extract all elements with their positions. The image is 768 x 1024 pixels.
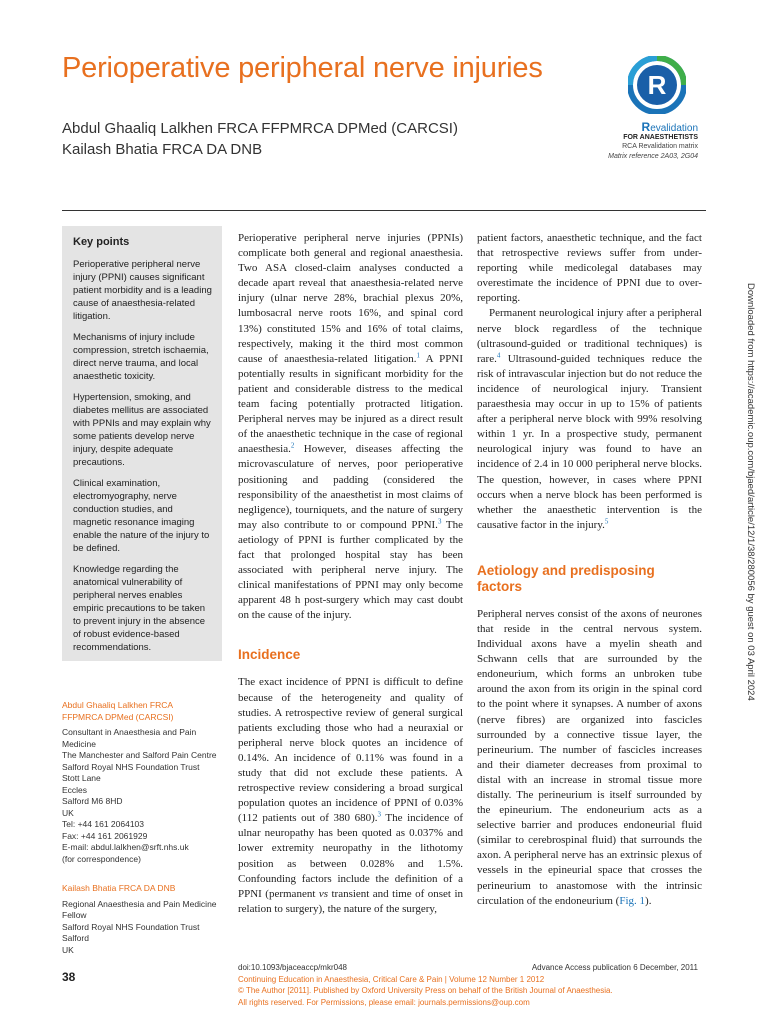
author-affiliations bbox=[62, 700, 232, 956]
key-point: Knowledge regarding the anatomical vulnerability of peripheral nerves enables empiric precautions to be taken to prevent injury in the absence of robust evidence-based recommendations. bbox=[73, 564, 206, 653]
page-footer bbox=[238, 962, 698, 1008]
page-number: 38 bbox=[62, 970, 76, 984]
reference-link[interactable]: 4 bbox=[496, 351, 501, 360]
body-paragraph: Permanent neurological injury after a peripheral nerve block regardless of the technique (ultrasound-guided or traditional techniques) is rare.$^4$ Ultrasound-guided techniques reduce the risk of intravascular injection but do not reduce the incidence of neurological injury. Transient paraesthesia may occur in up to 15% of patients after a peripheral nerve block with 99% resolving within 1 yr. In a prospective study, permanent neurological injury was found to have an incidence of 2.4 in 10 000 peripheral nerve blocks. The question, however, in cases where PPNI occurs when a nerve block has been performed is whether the anaesthetic intervention is the causative factor in the injury.$^5$ bbox=[477, 307, 702, 531]
doi[interactable]: doi:10.1093/bjaceaccp/mkr048 bbox=[238, 963, 347, 972]
body-paragraph: patient factors, anaesthetic technique, and the fact that retrospective reviews suffer from under-reporting while medicolegal databases may overestimate the incidence of PPNI due to over-reporting. bbox=[477, 232, 702, 305]
affiliation-name: Abdul Ghaaliq Lalkhen FRCA FFPMRCA DPMed (CARCSI) bbox=[62, 700, 174, 722]
article-title: Perioperative peripheral nerve injuries bbox=[62, 52, 543, 84]
revalidation-sub: FOR ANAESTHETISTS bbox=[623, 134, 698, 141]
correspondence-email[interactable]: E-mail: abdul.lalkhen@srft.nhs.uk bbox=[62, 842, 189, 852]
reference-link[interactable]: 3 bbox=[377, 810, 382, 819]
revalidation-letter: R bbox=[647, 70, 667, 100]
author-list bbox=[62, 118, 458, 160]
figure-link[interactable]: Fig. 1 bbox=[619, 894, 646, 907]
key-point: Hypertension, smoking, and diabetes mellitus are associated with PPNIs and may explain why some patients develop nerve injury, despite adequate precautions. bbox=[73, 392, 211, 468]
body-column-1 bbox=[238, 231, 463, 917]
affiliation-name: Kailash Bhatia FRCA DA DNB bbox=[62, 883, 176, 893]
copyright: © The Author [2011]. Published by Oxford University Press on behalf of the British Journal of Anaesthesia. bbox=[238, 986, 613, 995]
body-column-2 bbox=[477, 231, 702, 909]
journal-info: Continuing Education in Anaesthesia, Critical Care & Pain | Volume 12 Number 1 2012 bbox=[238, 974, 545, 984]
key-point: Mechanisms of injury include compression, stretch ischaemia, direct nerve trauma, and local anaesthetic toxicity. bbox=[73, 332, 209, 382]
key-point: Clinical examination, electromyography, nerve conduction studies, and magnetic resonance imaging enable the nature of the injury to be defined. bbox=[73, 478, 210, 554]
body-paragraph: Peripheral nerves consist of the axons of neurones that reside in the central nervous system. Individual axons have a myelin sheath and Schwann cells that are surrounded by the endoneurium, which forms an unbroken tube around the axon from its origin in the spinal cord to the point where it synapses. A number of axons (nerve fibres) are organized into fascicles surrounded by a connective tissue layer, the perineurium. The number of fascicles increases and their diameter decreases from proximal to distal with an increase in stromal tissue more distally. The perineurium is itself surrounded by the epineurium. The endoneurium acts as a selective barrier and produces endoneurial fluid (similar to cerebrospinal fluid) that surrounds the axon. A peripheral nerve has an extrinsic plexus of vessels in the epineurial space that crosses the perineurium to anastomose with the intrinsic circulation of the endoneurium (Fig. 1). bbox=[477, 607, 702, 907]
section-heading-aetiology: Aetiology and predisposing factors bbox=[477, 562, 655, 594]
header-divider bbox=[62, 210, 706, 211]
revalidation-matrix: RCA Revalidation matrix Matrix reference 2A03, 2G04 bbox=[608, 143, 698, 160]
reference-link[interactable]: 3 bbox=[437, 517, 442, 526]
body-paragraph: The exact incidence of PPNI is difficult to define because of the heterogeneity and quality of studies. A retrospective review of general surgical patients excluding those who had a neuraxial or peripheral nerve block quotes an incidence of 0.14%. An incidence of 0.11% was found in a study that did not exclude these patients. A retrospective review considering a broad surgical population quotes an incidence of PPNI of 0.03% (112 patients out of 380 680).$^3$ The incidence of ulnar neuropathy has been quoted as 0.037% and lower extremity neuropathy in the lithotomy position as between 0.028% and 1.5%. Confounding factors include the definition of a PPNI (permanent vs transient and time of onset in relation to surgery), the nature of the surgery, bbox=[238, 676, 463, 915]
revalidation-brand: Revalidation bbox=[641, 120, 698, 134]
body-paragraph: Perioperative peripheral nerve injuries (PPNIs) complicate both general and regional anaesthesia. Two ASA closed-claim analyses conducted a decade apart reveal that anaesthesia-related nerve injury (ulnar nerve 28%, brachial plexus 20%, lumbosacral nerve roots 16%, and spinal cord 13%) constituted 15% and 16% of total claims, respectively, making it the third most common cause of anaesthesia-related litigation.$^1$ A PPNI potentially results in significant morbidity for the patient and considerable distress to the medical team facing potentially protracted litigation. Peripheral nerves may be injured as a direct result of the anaesthetic technique in the case of regional anaesthesia.$^2$ However, diseases affecting the microvasculature of nerves, poor perioperative positioning and padding (considered the responsibility of the anaesthetist in most claims of negligence), tourniquets, and the nature of surgery may also contribute to or compound PPNI.$^3$ The aetiology of PPNI is further complicated by the fact that prolonged hospital stay has been associated with peripheral nerve injury. The clinical manifestations of PPNI may only become apparent 48 h post-surgery which may cast doubt on the cause of the injury. bbox=[238, 232, 464, 622]
reference-link[interactable]: 5 bbox=[604, 517, 609, 526]
download-notice: Downloaded from https://academic.oup.com/bjaed/article/12/1/38/280056 by guest on 03 April 2024 bbox=[745, 283, 756, 701]
revalidation-logo-icon bbox=[628, 56, 686, 114]
key-points-box bbox=[62, 226, 222, 661]
advance-access: Advance Access publication 6 December, 2011 bbox=[531, 963, 698, 972]
affiliation-address: Consultant in Anaesthesia and Pain Medicine The Manchester and Salford Pain Centre Salford Royal NHS Foundation Trust Stott Lane Eccles Salford M6 8HD UK Tel: +44 161 2064103 Fax: +44 161 2061929 E-mail: abdul.lalkhen@srft.nhs.uk (for correspondence) bbox=[62, 727, 232, 865]
key-points-heading: Key points bbox=[73, 236, 130, 248]
section-heading-incidence: Incidence bbox=[238, 647, 301, 663]
permissions: All rights reserved. For Permissions, please email: journals.permissions@oup.com bbox=[238, 997, 530, 1007]
reference-link[interactable]: 1 bbox=[416, 351, 420, 360]
author-1: Abdul Ghaaliq Lalkhen FRCA FFPMRCA DPMed (CARCSI) bbox=[62, 120, 458, 137]
author-2: Kailash Bhatia FRCA DA DNB bbox=[62, 141, 263, 158]
reference-link[interactable]: 2 bbox=[290, 441, 295, 450]
key-point: Perioperative peripheral nerve injury (PPNI) causes significant patient morbidity and is a leading cause of anaesthesia-related litigation. bbox=[73, 259, 212, 322]
affiliation-address: Regional Anaesthesia and Pain Medicine Fellow Salford Royal NHS Foundation Trust Salford UK bbox=[62, 898, 217, 955]
